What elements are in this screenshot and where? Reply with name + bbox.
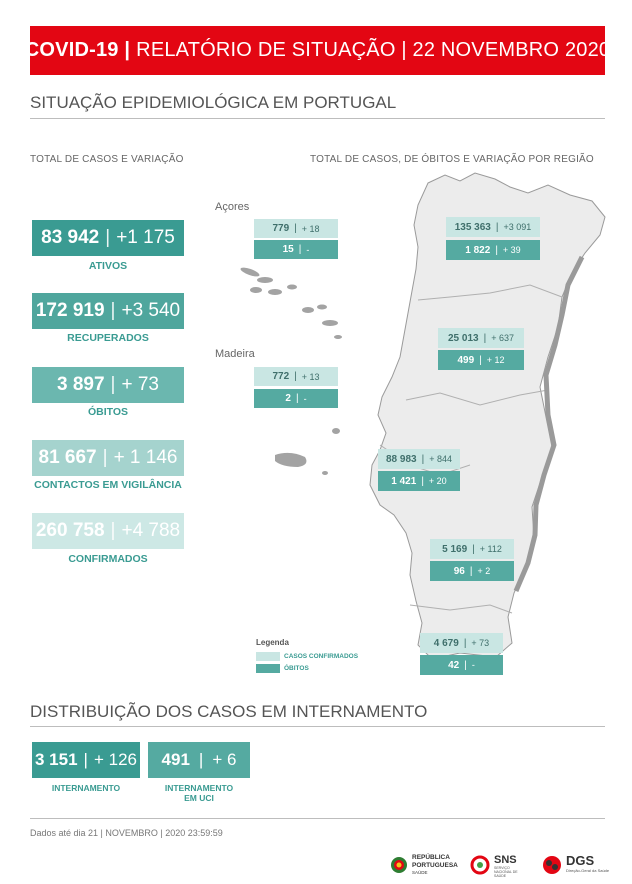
deaths-delta: + 2 [477, 566, 491, 576]
deaths-delta: + 20 [428, 476, 447, 486]
section-divider [30, 118, 605, 119]
region-lvt-deaths: 1 421 | + 20 [378, 471, 460, 491]
cases-delta: + 844 [429, 454, 452, 464]
region-algarve-deaths: 42 | - [420, 655, 503, 675]
section-title-internamento: DISTRIBUIÇÃO DOS CASOS EM INTERNAMENTO [30, 702, 428, 721]
region-madeira-deaths: 2 | - [254, 389, 338, 408]
stat-label: ÓBITOS [87, 406, 129, 418]
region-alentejo-deaths: 96 | + 2 [430, 561, 514, 581]
deaths-value: 499 [457, 354, 475, 366]
section-title-epidemiology: SITUAÇÃO EPIDEMIOLÓGICA EM PORTUGAL [30, 93, 397, 112]
stat-label: CONFIRMADOS [68, 553, 148, 565]
cases-value: 88 983 [386, 453, 417, 465]
right-subtitle: TOTAL DE CASOS, DE ÓBITOS E VARIAÇÃO POR REGIÃO [310, 154, 594, 165]
deaths-value: 1 421 [391, 475, 417, 487]
stat-confirmados-box: 260 758 | +4 788 [32, 513, 184, 549]
legend-confirmed-label: CASOS CONFIRMADOS [284, 653, 359, 660]
uci-value: 491 [161, 750, 190, 769]
deaths-delta: + 39 [502, 245, 521, 255]
stat-delta: + 1 146 [113, 447, 178, 468]
cases-delta: + 13 [301, 371, 320, 382]
report-header [24, 26, 611, 75]
region-acores-deaths: 15 | - [254, 240, 338, 259]
stat-value: 172 919 [35, 300, 105, 321]
deaths-delta: - [471, 660, 475, 670]
header-title-bold: COVID-19 | [24, 39, 131, 61]
republica-portuguesa-logo: REPÚBLICA PORTUGUESA SAÚDE [390, 852, 460, 878]
cases-value: 25 013 [448, 332, 479, 344]
dgs-logo: DGS Direção-Geral da Saúde [542, 852, 612, 878]
deaths-value: 1 822 [465, 244, 491, 256]
footer-divider [30, 818, 605, 819]
deaths-delta: + 12 [486, 355, 505, 365]
madeira-label: Madeira [215, 348, 255, 360]
deaths-value: 96 [453, 565, 465, 577]
deaths-value: 15 [282, 244, 294, 255]
acores-islands [240, 266, 342, 339]
cases-value: 779 [272, 223, 290, 234]
stat-value: 3 897 [57, 374, 105, 395]
sns-emblem-icon [470, 855, 490, 875]
stat-delta: +3 540 [121, 300, 181, 321]
madeira-islands [275, 428, 340, 475]
legend-deaths-label: ÓBITOS [284, 665, 309, 672]
acores-label: Açores [215, 201, 250, 213]
stat-ativos-box: 83 942 | +1 175 [32, 220, 184, 256]
stat-value: 260 758 [35, 520, 105, 541]
internamento-box: 3 151 | + 126 [32, 742, 140, 778]
cases-value: 5 169 [442, 543, 468, 555]
cases-value: 772 [272, 371, 290, 382]
stat-value: 83 942 [41, 227, 100, 248]
cases-value: 135 363 [454, 221, 491, 233]
deaths-value: 42 [448, 659, 460, 671]
deaths-value: 2 [285, 393, 291, 404]
region-madeira-cases: 772 | + 13 [254, 367, 338, 386]
region-centro-cases: 25 013 | + 637 [438, 328, 524, 348]
republica-emblem-icon [390, 854, 408, 876]
dgs-emblem-icon [542, 855, 562, 875]
region-lvt-cases: 88 983 | + 844 [378, 449, 460, 469]
internamento-uci-box: 491 | + 6 [148, 742, 250, 778]
uci-delta: + 6 [212, 750, 237, 769]
region-norte-deaths: 1 822 | + 39 [446, 240, 540, 260]
stat-contactos-box: 81 667 | + 1 146 [32, 440, 184, 476]
deaths-delta: - [303, 393, 307, 404]
region-algarve-cases: 4 679 | + 73 [420, 633, 503, 653]
internamento-value: 3 151 [35, 750, 78, 769]
stat-recuperados-box: 172 919 | +3 540 [32, 293, 184, 329]
cases-delta: + 637 [491, 333, 514, 343]
region-acores-cases: 779 | + 18 [254, 219, 338, 238]
cases-delta: + 112 [479, 544, 502, 554]
left-subtitle: TOTAL DE CASOS E VARIAÇÃO [30, 154, 184, 165]
region-alentejo-cases: 5 169 | + 112 [430, 539, 514, 559]
stat-label: ATIVOS [88, 260, 128, 272]
legend-swatch-deaths [256, 664, 280, 673]
deaths-delta: - [306, 244, 310, 255]
region-norte-cases: 135 363 | +3 091 [446, 217, 540, 237]
stat-value: 81 667 [38, 447, 97, 468]
cases-value: 4 679 [433, 637, 459, 649]
internamento-label: INTERNAMENTO [51, 783, 121, 793]
stat-delta: + 73 [121, 374, 159, 395]
legend-swatch-confirmed [256, 652, 280, 661]
stat-delta: +1 175 [116, 227, 175, 248]
region-centro-deaths: 499 | + 12 [438, 350, 524, 370]
section-divider [30, 726, 605, 727]
stat-obitos-box: 3 897 | + 73 [32, 367, 184, 403]
cases-delta: + 18 [301, 223, 320, 234]
legend-title: Legenda [256, 638, 289, 647]
sns-logo: SNS SERVIÇO NACIONAL DE SAÚDE [470, 852, 530, 878]
cases-delta: +3 091 [503, 222, 532, 232]
header-title: RELATÓRIO DE SITUAÇÃO | 22 NOVEMBRO 2020 [136, 39, 611, 61]
internamento-uci-label: INTERNAMENTO EM UCI [164, 783, 234, 803]
cases-delta: + 73 [471, 638, 490, 648]
internamento-delta: + 126 [93, 750, 137, 769]
footer-note: Dados até dia 21 | NOVEMBRO | 2020 23:59:59 [30, 828, 223, 838]
stat-label: RECUPERADOS [67, 332, 149, 344]
stat-delta: +4 788 [121, 520, 181, 541]
stat-label: CONTACTOS EM VIGILÂNCIA [34, 479, 182, 491]
